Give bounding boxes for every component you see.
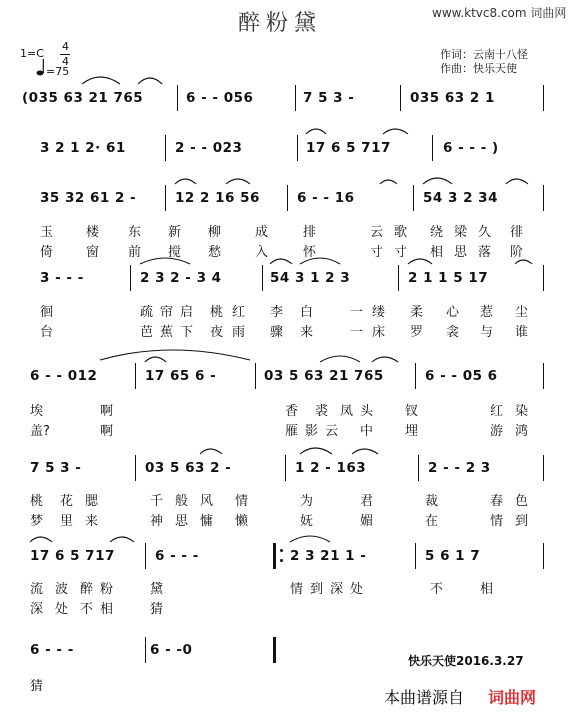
slur	[138, 78, 162, 84]
slur	[408, 259, 432, 264]
lyric-char: 阶	[510, 245, 524, 260]
lyric-char: 寸	[394, 245, 408, 260]
lyric-char: 情	[490, 514, 504, 529]
measure-6-1: 7 5 3 -	[30, 460, 82, 476]
source-note: 本曲谱源自	[384, 688, 465, 707]
lyric-char: 尘	[515, 305, 529, 320]
lyric-char: 惹	[480, 305, 494, 320]
lyric-char: 来	[85, 514, 99, 529]
lyric-char: 桃	[30, 494, 44, 509]
lyric-char: 盖?	[30, 424, 50, 439]
lyricist: 作词：云南十八怪	[440, 48, 528, 61]
lyric-char: 思	[175, 514, 189, 529]
slur	[82, 77, 120, 84]
barline	[287, 185, 288, 211]
slur	[306, 129, 326, 134]
lyric-char: 不	[80, 602, 94, 617]
lyric-char: 一	[350, 325, 364, 340]
lyric-char: 钗	[405, 404, 419, 419]
lyric-char: 在	[425, 514, 439, 529]
lyric-char: 柔	[410, 305, 424, 320]
lyric-char: 桃	[210, 305, 224, 320]
lyric-char: 床	[372, 325, 386, 340]
lyric-char: 裁	[425, 494, 439, 509]
slur	[140, 258, 190, 264]
measure-1-2: 6 - - 056	[186, 90, 254, 106]
measure-5-3: 03 5 63 21 765	[264, 368, 384, 384]
lyric-char: 懒	[235, 514, 249, 529]
slur	[270, 259, 292, 264]
lyric-char: 徘	[510, 225, 524, 240]
measure-4-2: 2 3 2 - 3 4	[140, 270, 222, 286]
lyric-char: 凤	[340, 404, 354, 419]
quarter-note-icon	[36, 58, 45, 76]
measure-6-4: 2 - - 2 3	[428, 460, 491, 476]
measure-2-2: 2 - - 023	[175, 140, 243, 156]
lyric-char: 鸿	[515, 424, 529, 439]
lyric-char: 谁	[515, 325, 529, 340]
lyric-char: 香	[285, 404, 299, 419]
lyric-char: 楼	[86, 225, 100, 240]
measure-6-3: 1 2 - 163	[295, 460, 367, 476]
measure-3-1: 35 32 61 2 -	[40, 190, 137, 206]
barline	[418, 455, 419, 481]
lyric-char: 与	[480, 325, 494, 340]
site-logo: 词曲网	[488, 688, 537, 707]
lyric-char: 东	[128, 225, 142, 240]
lyric-char: 前	[128, 245, 142, 260]
lyric-char: 夜	[210, 325, 224, 340]
lyric-char: 雁	[285, 424, 299, 439]
slur	[423, 178, 452, 184]
barline	[415, 363, 416, 389]
barline	[415, 543, 416, 569]
lyric-char: 红	[232, 305, 246, 320]
lyric-char: 醉	[80, 582, 94, 597]
lyric-char: 波	[55, 582, 69, 597]
barline	[413, 185, 414, 211]
measure-6-2: 03 5 63 2 -	[145, 460, 232, 476]
lyric-char: 深	[330, 582, 344, 597]
lyric-char: 排	[303, 225, 317, 240]
lyric-char: 君	[360, 494, 374, 509]
slur	[226, 179, 250, 184]
lyric-char: 玉	[40, 225, 54, 240]
lyric-char: 猜	[150, 602, 164, 617]
lyric-char: 处	[55, 602, 69, 617]
lyric-char: 雨	[232, 325, 246, 340]
lyric-char: 寸	[370, 245, 384, 260]
lyric-char: 般	[175, 494, 189, 509]
measure-5-2: 17 65 6 -	[145, 368, 217, 384]
lyric-char: 裘	[315, 404, 329, 419]
lyric-char: 猜	[30, 679, 44, 694]
measure-1-3: 7 5 3 -	[303, 90, 355, 106]
slur	[515, 260, 532, 264]
lyric-char: 心	[446, 305, 460, 320]
lyric-char: 白	[300, 305, 314, 320]
lyric-char: 色	[515, 494, 529, 509]
slur	[372, 357, 398, 362]
lyric-char: 愁	[208, 245, 222, 260]
lyric-char: 歌	[394, 225, 408, 240]
slur	[380, 180, 397, 184]
repeat-barline	[273, 543, 276, 569]
measure-3-2: 12 2 16 56	[175, 190, 260, 206]
lyric-char: 缕	[372, 305, 386, 320]
barline	[297, 135, 298, 161]
barline	[177, 85, 178, 111]
lyric-char: 不	[430, 582, 444, 597]
slur	[290, 536, 330, 542]
site-watermark: www.ktvc8.com 词曲网	[432, 6, 567, 20]
repeat-dot	[280, 549, 283, 552]
arranger-signature: 快乐天使2016.3.27	[408, 654, 524, 668]
lyric-char: 妩	[300, 514, 314, 529]
time-signature-bottom: 4	[62, 55, 69, 68]
barline	[295, 85, 296, 111]
lyric-char: 久	[478, 225, 492, 240]
lyric-char: 入	[255, 245, 269, 260]
lyric-char: 云	[370, 225, 384, 240]
measure-1-4: 035 63 2 1	[410, 90, 495, 106]
key-signature: 1=C	[20, 47, 44, 60]
measure-7-1: 17 6 5 717	[30, 548, 115, 564]
barline	[145, 637, 146, 663]
barline	[543, 265, 544, 291]
measure-7-3: 2 3 21 1 -	[290, 548, 367, 564]
measure-2-4: 6 - - - )	[443, 140, 499, 156]
lyric-char: 游	[490, 424, 504, 439]
measure-2-1: 3 2 1 2· 61	[40, 140, 126, 156]
barline	[285, 455, 286, 481]
barline	[130, 265, 131, 291]
barline	[543, 185, 544, 211]
lyric-char: 到	[310, 582, 324, 597]
slur	[145, 357, 166, 362]
lyric-char: 徊	[40, 305, 54, 320]
barline	[543, 455, 544, 481]
lyric-char: 新	[168, 225, 182, 240]
measure-8-2: 6 - -0	[150, 642, 193, 658]
lyric-char: 启	[180, 305, 194, 320]
lyric-char: 埋	[405, 424, 419, 439]
slur	[200, 449, 222, 454]
lyric-char: 腮	[85, 494, 99, 509]
final-barline	[273, 637, 276, 663]
barline	[398, 265, 399, 291]
slur	[100, 350, 250, 360]
measure-5-4: 6 - - 05 6	[425, 368, 498, 384]
measure-5-1: 6 - - 012	[30, 368, 98, 384]
lyric-char: 花	[60, 494, 74, 509]
measure-8-1: 6 - - -	[30, 642, 74, 658]
lyric-char: 神	[150, 514, 164, 529]
lyric-char: 罗	[410, 325, 424, 340]
lyric-char: 骤	[270, 325, 284, 340]
barline	[543, 363, 544, 389]
lyric-char: 啊	[100, 404, 114, 419]
lyric-char: 相	[100, 602, 114, 617]
slur	[175, 179, 196, 184]
lyric-char: 相	[480, 582, 494, 597]
barline	[145, 543, 146, 569]
slur	[30, 537, 52, 542]
measure-4-1: 3 - - -	[40, 270, 84, 286]
slur	[110, 537, 134, 542]
lyric-char: 思	[454, 245, 468, 260]
slur	[300, 448, 332, 454]
lyric-char: 头	[360, 404, 374, 419]
lyric-char: 慵	[200, 514, 214, 529]
lyric-char: 相	[430, 245, 444, 260]
measure-3-3: 6 - - 16	[297, 190, 355, 206]
lyric-char: 流	[30, 582, 44, 597]
measure-7-4: 5 6 1 7	[425, 548, 481, 564]
lyric-char: 春	[490, 494, 504, 509]
lyric-char: 窗	[86, 245, 100, 260]
lyric-char: 中	[360, 424, 374, 439]
slur	[383, 129, 408, 134]
lyric-char: 梦	[30, 514, 44, 529]
slur	[352, 449, 378, 454]
barline	[165, 135, 166, 161]
barline	[255, 363, 256, 389]
lyric-char: 帘	[160, 305, 174, 320]
barline	[400, 85, 401, 111]
lyric-char: 媚	[360, 514, 374, 529]
measure-2-3: 17 6 5 717	[306, 140, 391, 156]
barline	[543, 85, 544, 111]
time-signature-top: 4	[62, 40, 69, 53]
tempo: =75	[46, 65, 70, 78]
lyric-char: 搅	[168, 245, 182, 260]
barline	[543, 543, 544, 569]
lyric-char: 台	[40, 325, 54, 340]
measure-1-1: (035 63 21 765	[22, 90, 144, 106]
measure-4-3: 54 3 1 2 3	[270, 270, 351, 286]
lyric-char: 影	[305, 424, 319, 439]
barline	[135, 363, 136, 389]
lyric-char: 啊	[100, 424, 114, 439]
lyric-char: 李	[270, 305, 284, 320]
slur	[320, 356, 360, 362]
slur	[506, 179, 528, 184]
lyric-char: 粉	[100, 582, 114, 597]
lyric-char: 处	[350, 582, 364, 597]
lyric-char: 绕	[430, 225, 444, 240]
lyric-char: 梁	[454, 225, 468, 240]
lyric-char: 染	[515, 404, 529, 419]
lyric-char: 一	[350, 305, 364, 320]
lyric-char: 下	[180, 325, 194, 340]
barline	[432, 135, 433, 161]
lyric-char: 到	[515, 514, 529, 529]
lyric-char: 情	[235, 494, 249, 509]
barline	[262, 265, 263, 291]
barline	[165, 185, 166, 211]
lyric-char: 情	[290, 582, 304, 597]
lyric-char: 衾	[446, 325, 460, 340]
song-title: 醉粉黛	[238, 11, 323, 36]
lyric-char: 芭	[140, 325, 154, 340]
lyric-char: 倚	[40, 245, 54, 260]
lyric-char: 落	[478, 245, 492, 260]
lyric-char: 风	[200, 494, 214, 509]
lyric-char: 成	[255, 225, 269, 240]
lyric-char: 红	[490, 404, 504, 419]
lyric-char: 为	[300, 494, 314, 509]
measure-7-2: 6 - - -	[155, 548, 199, 564]
lyric-char: 黛	[150, 582, 164, 597]
repeat-dot	[280, 559, 283, 562]
lyric-char: 柳	[208, 225, 222, 240]
lyric-char: 深	[30, 602, 44, 617]
lyric-char: 埃	[30, 404, 44, 419]
measure-3-4: 54 3 2 34	[423, 190, 498, 206]
lyric-char: 里	[60, 514, 74, 529]
lyric-char: 来	[300, 325, 314, 340]
lyric-char: 蕉	[160, 325, 174, 340]
lyric-char: 疏	[140, 305, 154, 320]
barline	[135, 455, 136, 481]
measure-4-4: 2 1 1 5 17	[408, 270, 489, 286]
lyric-char: 云	[325, 424, 339, 439]
lyric-char: 千	[150, 494, 164, 509]
lyric-char: 怀	[303, 245, 317, 260]
composer: 作曲：快乐天使	[440, 62, 517, 75]
